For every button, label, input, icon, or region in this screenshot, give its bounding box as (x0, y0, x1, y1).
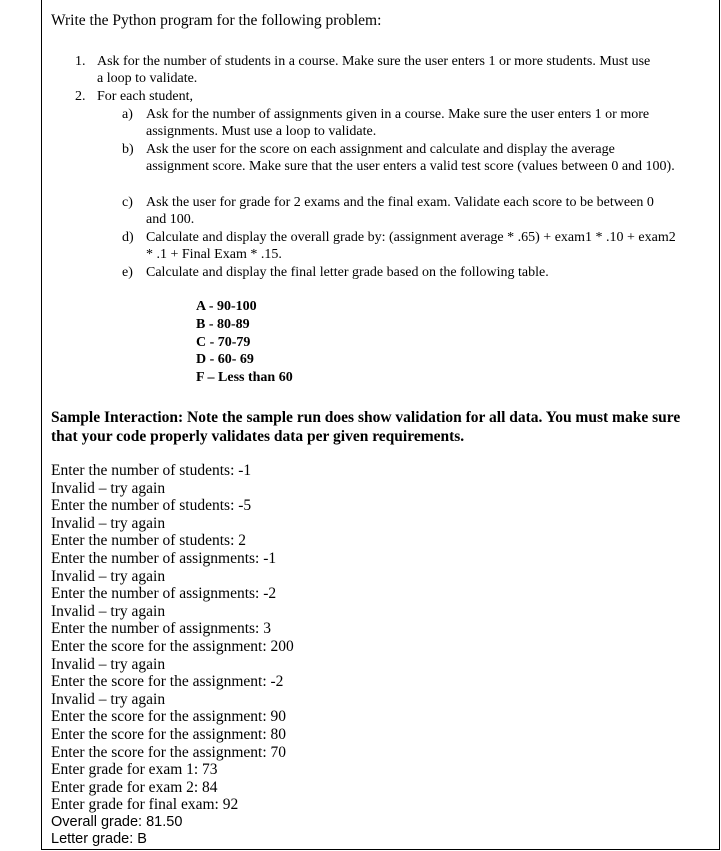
grade-row-a: A - 90-100 (196, 299, 257, 314)
subitem-c-text: Ask the user for grade for 2 exams and the final exam. Validate each score to be between 0 and 100. (146, 195, 654, 227)
grade-row-f: F – Less than 60 (196, 370, 293, 385)
log-line: Enter grade for final exam: 92 (51, 796, 239, 814)
log-line: Invalid – try again (51, 602, 166, 620)
item-1-text: Ask for the number of students in a course. Make sure the user enters 1 or more students. Must use a loop to validate. (97, 54, 651, 86)
subitem-e-text: Calculate and display the final letter grade based on the following table. (146, 265, 549, 280)
log-line: Invalid – try again (51, 514, 166, 532)
log-line: Enter the score for the assignment: 80 (51, 725, 287, 743)
subitem-e-letter: e) (122, 265, 133, 280)
sample-interaction-log (51, 462, 294, 849)
subitem-b-text: Ask the user for the score on each assignment and calculate and display the average assignment score. Make sure that the user enters a valid test score (values between 0 and 100). (146, 142, 675, 174)
sample-interaction-heading: Sample Interaction: Note the sample run does show validation for all data. You must make sure that your code properly validates data per given requirements. (51, 409, 681, 445)
item-1-number: 1. (75, 54, 86, 69)
subitem-d-letter: d) (122, 230, 134, 245)
log-line: Enter the number of students: -1 (51, 462, 252, 479)
log-line: Invalid – try again (51, 479, 166, 497)
log-line: Enter the number of students: 2 (51, 532, 246, 550)
subitem-b-letter: b) (122, 142, 134, 157)
grade-row-d: D - 60- 69 (196, 352, 254, 367)
grade-row-b: B - 80-89 (196, 317, 250, 332)
subitem-a-letter: a) (122, 107, 133, 122)
log-line: Enter the score for the assignment: 70 (51, 743, 287, 761)
subitem-a-text: Ask for the number of assignments given in a course. Make sure the user enters 1 or more assignments. Must use a loop to validate. (146, 107, 650, 139)
log-line: Enter the score for the assignment: -2 (51, 673, 284, 691)
log-line: Enter the score for the assignment: 200 (51, 637, 294, 655)
log-line: Enter the number of assignments: -1 (51, 549, 277, 567)
overall-grade-line: Overall grade: 81.50 (51, 813, 183, 830)
letter-grade-line: Letter grade: B (51, 831, 147, 848)
log-line: Enter grade for exam 2: 84 (51, 778, 218, 796)
log-line: Invalid – try again (51, 567, 166, 585)
log-line: Enter grade for exam 1: 73 (51, 761, 218, 779)
grade-row-c: C - 70-79 (196, 335, 251, 350)
page-title: Write the Python program for the following problem: (51, 12, 382, 29)
log-line: Enter the number of assignments: -2 (51, 585, 277, 603)
log-line: Invalid – try again (51, 655, 166, 673)
log-line: Enter the number of students: -5 (51, 497, 252, 515)
log-line: Enter the score for the assignment: 90 (51, 708, 287, 726)
subitem-c-letter: c) (122, 195, 133, 210)
log-line: Enter the number of assignments: 3 (51, 620, 271, 638)
subitem-d-text: Calculate and display the overall grade by: (assignment average * .65) + exam1 * .10 + exam2 * .1 + Final Exam * .15. (146, 230, 676, 262)
log-line: Invalid – try again (51, 690, 166, 708)
item-2-text: For each student, (97, 89, 194, 104)
item-2-number: 2. (75, 89, 86, 104)
